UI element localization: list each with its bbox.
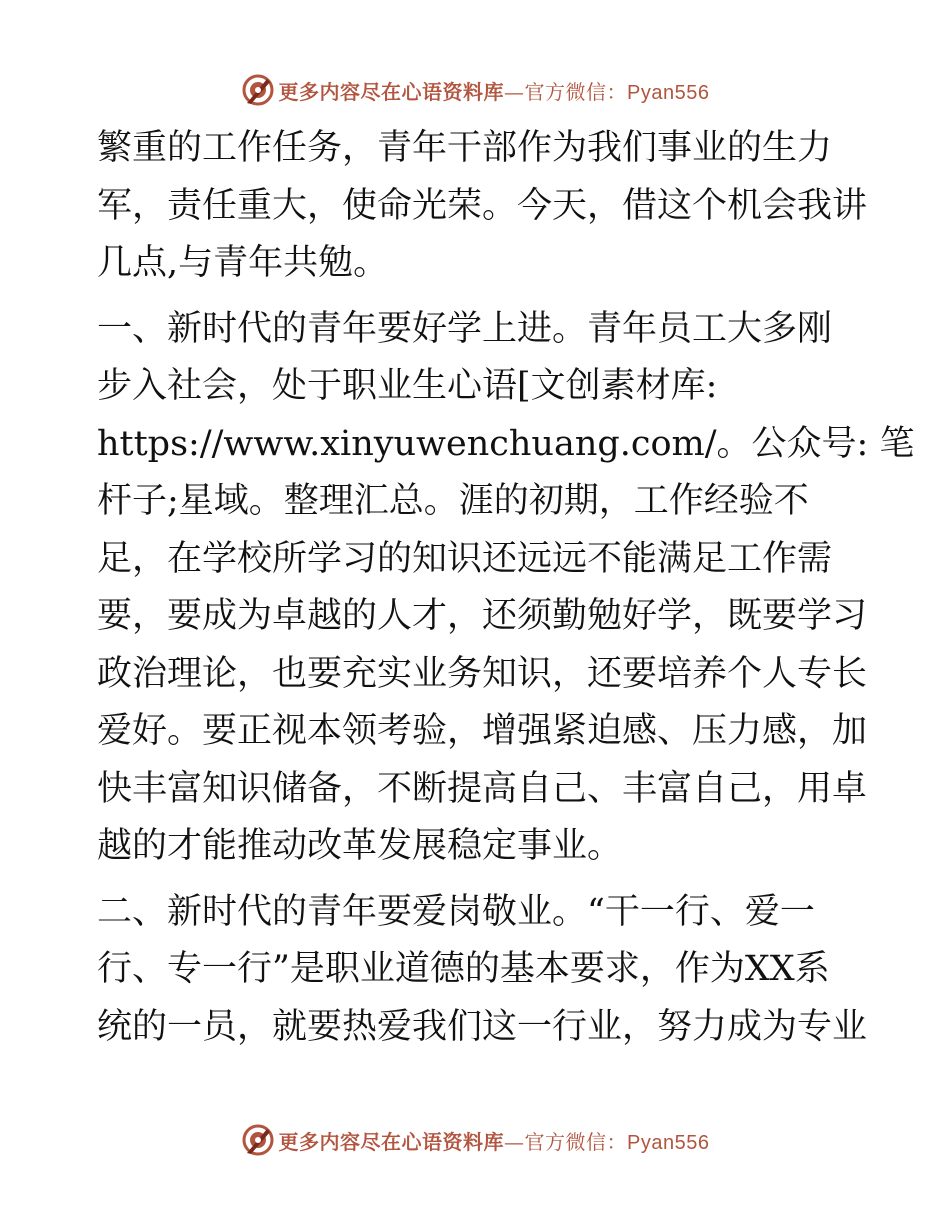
- text-line: 足，在学校所学习的知识还远远不能满足工作需: [97, 538, 833, 579]
- text-line: 繁重的工作任务，青年干部作为我们事业的生力: [97, 128, 833, 168]
- footer-banner: [0, 1120, 950, 1160]
- text-line: 爱好。要正视本领考验，增强紧迫感、压力感，加: [97, 711, 868, 751]
- header-wechat-label: 官方微信：: [524, 79, 628, 104]
- footer-wechat-label: 官方微信：: [524, 1129, 628, 1154]
- text-line: 行、专一行”是职业道德的基本要求，作为XX系: [97, 949, 830, 989]
- text-line: 军，责任重大，使命光荣。今天，借这个机会我讲: [97, 185, 868, 226]
- header-banner: [0, 70, 950, 110]
- text-line: 快丰富知识储备，不断提高自己、丰富自己，用卓: [97, 768, 868, 809]
- quill-logo-icon: [241, 1123, 275, 1157]
- text-line: https://www.xinyuwenchuang.com/。公众号: 笔: [97, 423, 915, 464]
- quill-logo-icon: [241, 73, 275, 107]
- header-dash: —: [504, 79, 525, 104]
- footer-dash: —: [504, 1129, 525, 1154]
- text-line: 几点,与青年共勉。: [97, 243, 389, 283]
- text-line: 二、新时代的青年要爱岗敬业。“干一行、爱一: [97, 891, 815, 932]
- header-brand: 更多内容尽在心语资料库: [278, 79, 505, 104]
- paragraph: [97, 884, 868, 1057]
- text-line: 要，要成为卓越的人才，还须勤勉好学，既要学习: [97, 596, 868, 636]
- paragraph: [97, 301, 915, 876]
- footer-wechat-id: Pyan556: [627, 1131, 710, 1154]
- text-line: 步入社会，处于职业生心语[文创素材库:: [97, 366, 718, 406]
- paragraph-gap: [97, 876, 857, 884]
- paragraph-gap: [97, 293, 857, 301]
- document-body: [97, 120, 915, 1056]
- text-line: 一、新时代的青年要好学上进。青年员工大多刚: [97, 308, 833, 349]
- text-line: 越的才能推动改革发展稳定事业。: [97, 826, 623, 866]
- footer-brand: 更多内容尽在心语资料库: [278, 1129, 505, 1154]
- header-wechat-id: Pyan556: [627, 81, 710, 104]
- text-line: 政治理论，也要充实业务知识，还要培养个人专长: [97, 653, 868, 694]
- text-line: 杆子;星域。整理汇总。涯的初期，工作经验不: [97, 481, 809, 521]
- paragraph: [97, 120, 868, 293]
- header-banner-text: [279, 76, 710, 105]
- text-line: 统的一员，就要热爱我们这一行业，努力成为专业: [97, 1006, 868, 1047]
- footer-banner-text: [279, 1126, 710, 1155]
